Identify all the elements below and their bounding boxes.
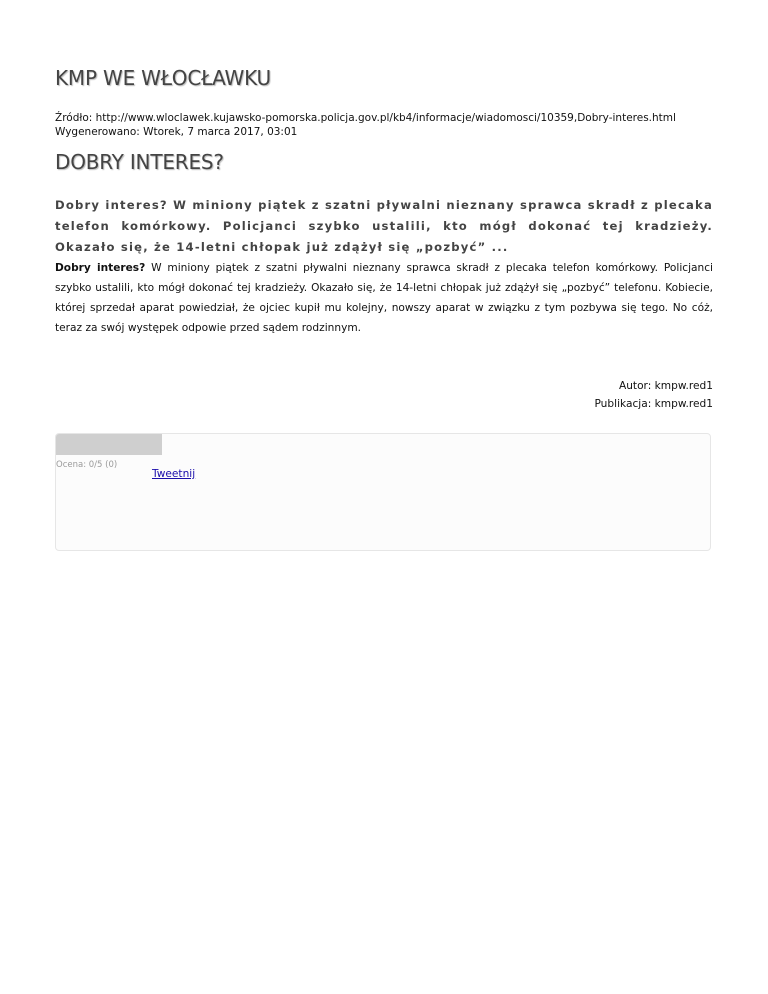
source-line: Źródło: http://www.wloclawek.kujawsko-pomorska.policja.gov.pl/kb4/informacje/wiadomosci/10359,Dobry-interes.html bbox=[55, 112, 676, 124]
author-line: Autor: kmpw.red1 bbox=[618, 380, 713, 392]
tweet-link[interactable]: Tweetnij bbox=[152, 468, 196, 480]
article-body bbox=[55, 258, 713, 338]
publication-line: Publikacja: kmpw.red1 bbox=[594, 398, 713, 410]
article-lead: Dobry interes? W miniony piątek z szatni pływalni nieznany sprawca skradł z plecaka telefon komórkowy. Policjanci szybko ustalili, kto mógł dokonać tej kradzieży. Okazało się, że 14-letni chłopak już zdążył się „pozbyć” ... bbox=[55, 198, 713, 254]
rating-stars-bar[interactable] bbox=[56, 434, 162, 455]
article-title: DOBRY INTERES? bbox=[55, 150, 224, 174]
article-body-text: W miniony piątek z szatni pływalni nieznany sprawca skradł z plecaka telefon komórkowy. Policjanci szybko ustalili, kto mógł dokonać tej kradzieży. Okazało się, że 14-letni chłopak już zdążył się „pozbyć” telefonu. Kobiecie, której sprzedał aparat powiedział, że ojciec kupił mu kolejny, nowszy aparat w związku z tym pozbywa się tego. No cóż, teraz za swój występek odpowie przed sądem rodzinnym. bbox=[55, 262, 713, 334]
generated-line: Wygenerowano: Wtorek, 7 marca 2017, 03:01 bbox=[55, 126, 298, 138]
rating-panel bbox=[55, 433, 711, 551]
rating-label: Ocena: 0/5 (0) bbox=[56, 460, 118, 470]
site-title: KMP WE WŁOCŁAWKU bbox=[55, 66, 271, 90]
document-meta bbox=[55, 111, 676, 139]
article-authors bbox=[594, 377, 713, 413]
article-body-bold: Dobry interes? bbox=[55, 262, 146, 274]
